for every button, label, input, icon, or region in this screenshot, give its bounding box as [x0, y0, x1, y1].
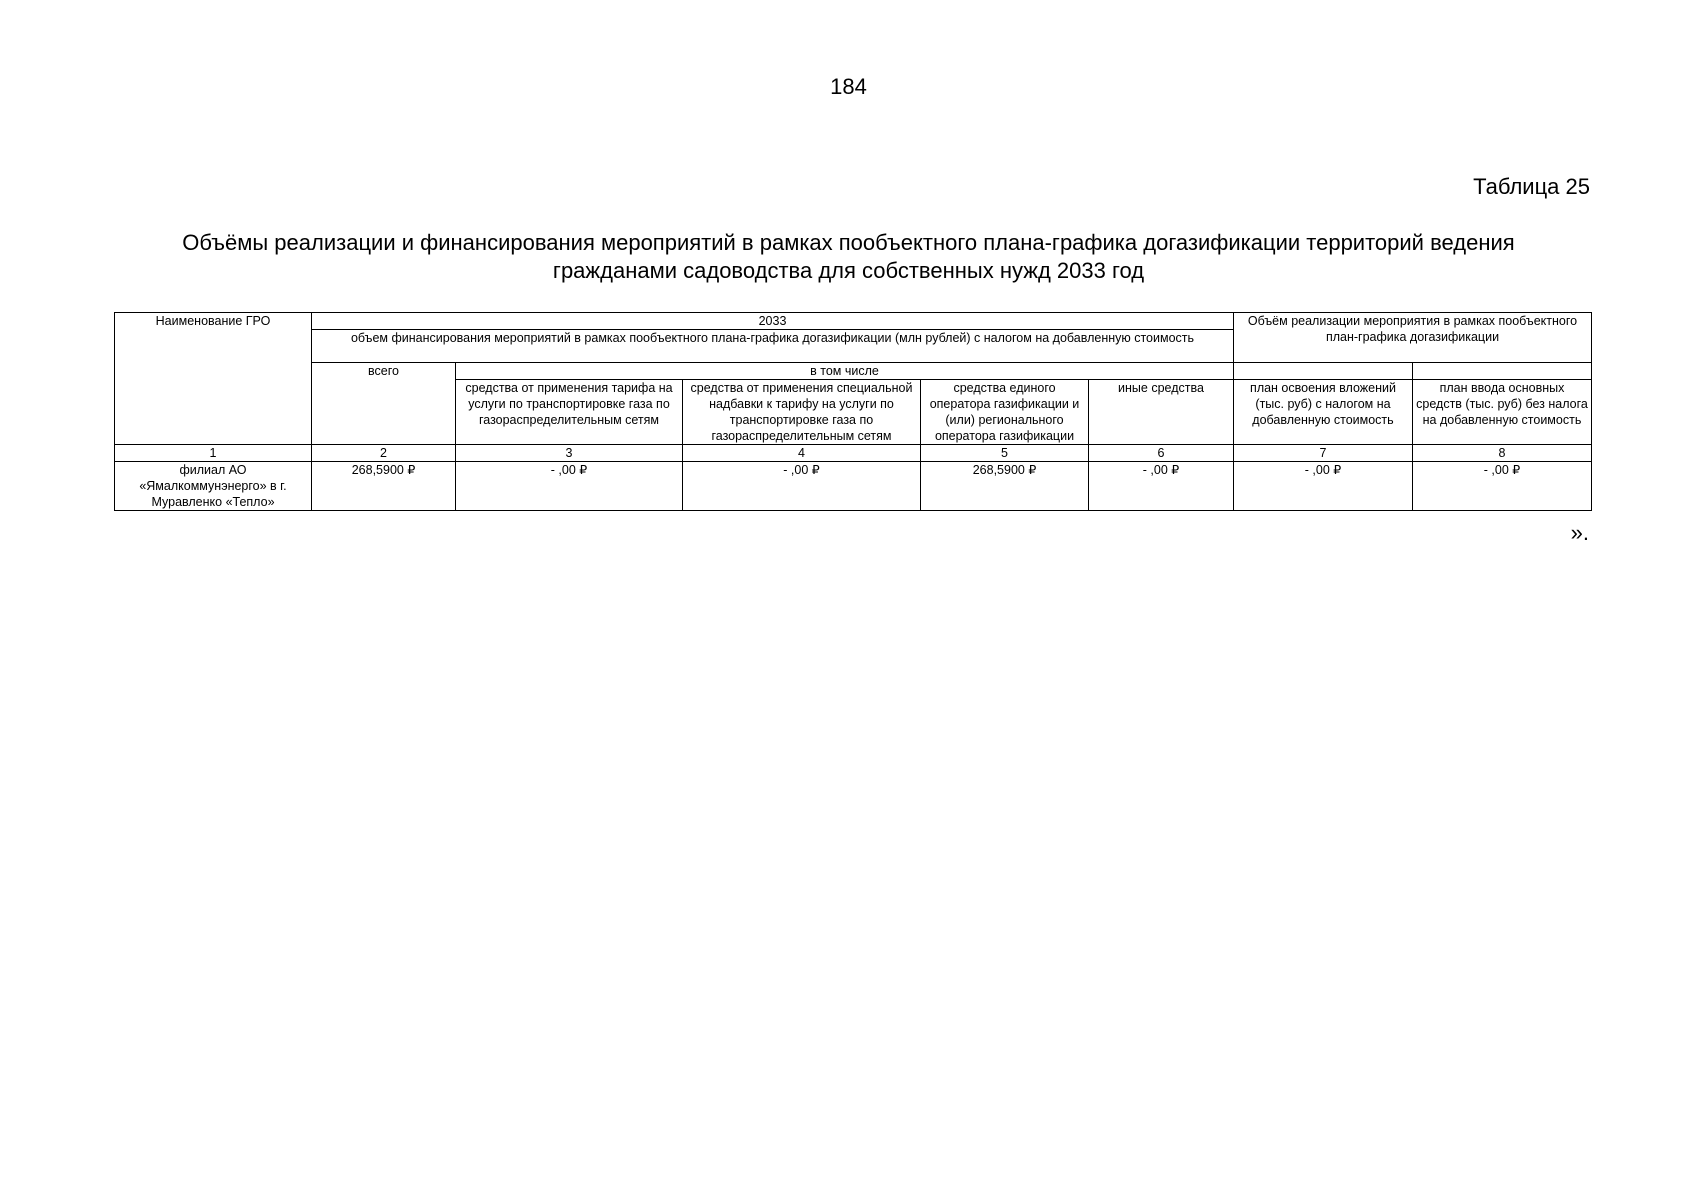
row-total: 268,5900 ₽ [312, 462, 456, 511]
column-number: 6 [1089, 445, 1234, 462]
header-implementation-volume: Объём реализации мероприятия в рамках пообъектного план-графика догазификации [1234, 313, 1592, 363]
header-financing-volume: объем финансирования мероприятий в рамках пообъектного плана-графика догазификации (млн рублей) с налогом на добавленную стоимость [312, 330, 1234, 363]
page-number: 184 [830, 74, 867, 99]
header-row-3 [115, 363, 1592, 380]
row-operator-funds: 268,5900 ₽ [921, 462, 1089, 511]
table-label: Таблица 25 [1473, 174, 1590, 199]
row-tariff: - ,00 ₽ [456, 462, 683, 511]
document-title: Объёмы реализации и финансирования мероприятий в рамках пообъектного плана-графика догазификации территорий ведения гражданами садоводства для собственных нужд 2033 год [182, 230, 1515, 283]
column-number-row [115, 445, 1592, 462]
row-investment-plan: - ,00 ₽ [1234, 462, 1413, 511]
header-empty-8 [1413, 363, 1592, 380]
column-number: 4 [683, 445, 921, 462]
header-col-4: средства от применения специальной надбавки к тарифу на услуги по транспортировке газа по газораспределительным сетям [683, 380, 921, 445]
header-total: всего [312, 363, 456, 445]
header-col-5: средства единого оператора газификации и (или) регионального оператора газификации [921, 380, 1089, 445]
header-year: 2033 [312, 313, 1234, 330]
closing-quote: ». [1570, 520, 1589, 545]
column-number: 5 [921, 445, 1089, 462]
column-number: 1 [115, 445, 312, 462]
row-gro-name: филиал АО «Ямалкоммунэнерго» в г. Муравленко «Тепло» [115, 462, 312, 511]
header-col-7: план освоения вложений (тыс. руб) с налогом на добавленную стоимость [1234, 380, 1413, 445]
header-col-8: план ввода основных средств (тыс. руб) без налога на добавленную стоимость [1413, 380, 1592, 445]
row-fixed-assets-plan: - ,00 ₽ [1413, 462, 1592, 511]
header-col-6: иные средства [1089, 380, 1234, 445]
header-including: в том числе [456, 363, 1234, 380]
column-number: 3 [456, 445, 683, 462]
row-special-surcharge: - ,00 ₽ [683, 462, 921, 511]
column-number: 8 [1413, 445, 1592, 462]
row-other-funds: - ,00 ₽ [1089, 462, 1234, 511]
header-row-1 [115, 313, 1592, 330]
header-empty-7 [1234, 363, 1413, 380]
column-number: 7 [1234, 445, 1413, 462]
header-col-3: средства от применения тарифа на услуги по транспортировке газа по газораспределительным сетям [456, 380, 683, 445]
header-gro-name: Наименование ГРО [115, 313, 312, 445]
table-row [115, 462, 1592, 511]
column-number: 2 [312, 445, 456, 462]
financing-table [114, 312, 1592, 511]
